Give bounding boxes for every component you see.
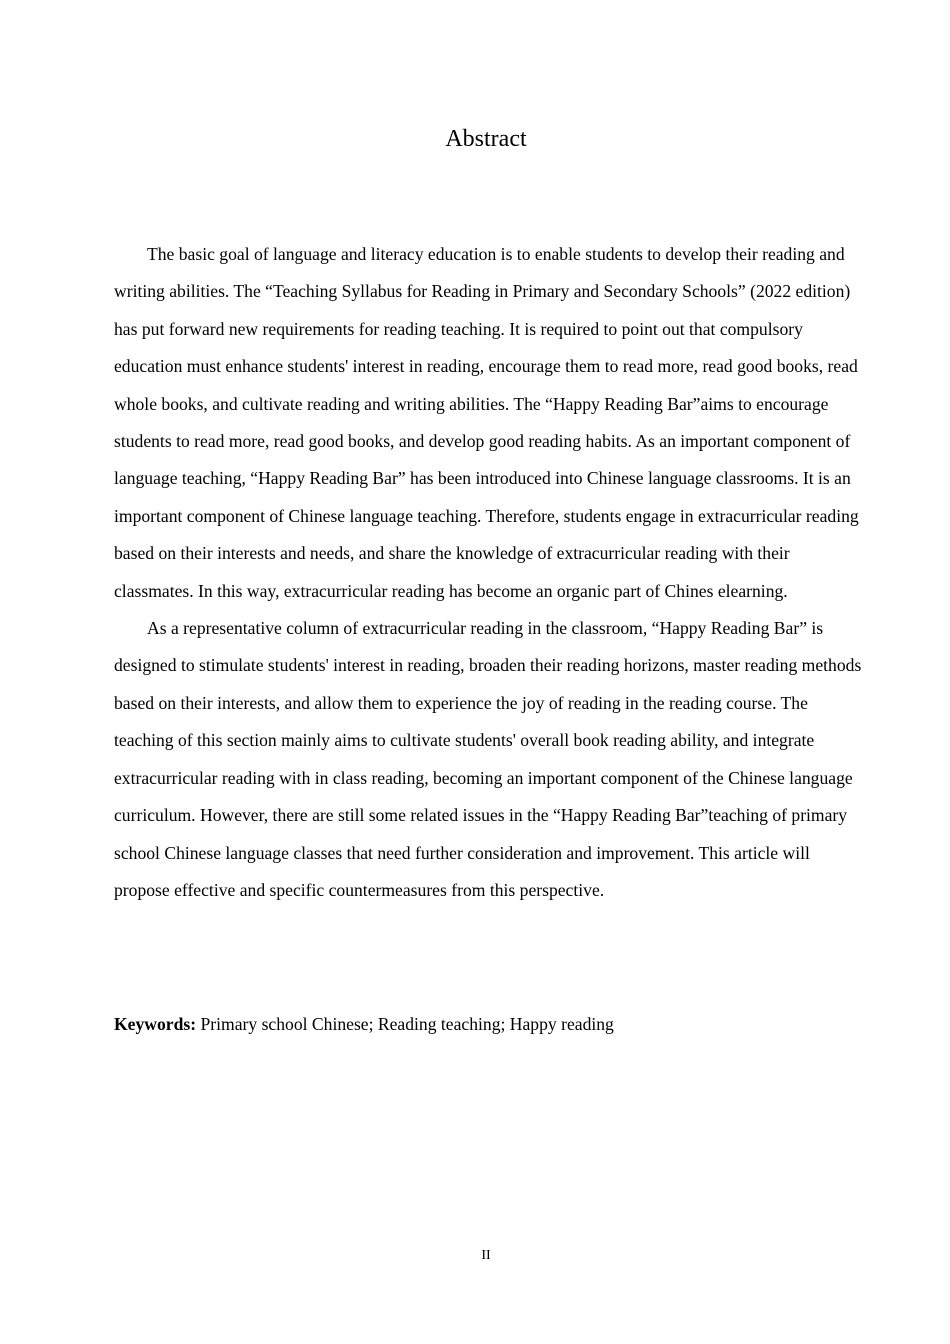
keywords-text: Primary school Chinese; Reading teaching; Happy reading [200,1014,614,1034]
keywords-label: Keywords: [114,1014,197,1034]
abstract-paragraph: As a representative column of extracurricular reading in the classroom, “Happy Reading Bar” is designed to stimulate students' interest in reading, broaden their reading horizons, master reading methods based on their interests, and allow them to experience the joy of reading in the reading course. The teaching of this section mainly aims to cultivate students' overall book reading ability, and integrate extracurricular reading with in class reading, becoming an important component of the Chinese language curriculum. However, there are still some related issues in the “Happy Reading Bar”teaching of primary school Chinese language classes that need further consideration and improvement. This article will propose effective and specific countermeasures from this perspective. [114,618,862,900]
page-number: II [481,1248,491,1263]
abstract-body [114,236,862,909]
page-title: Abstract [445,126,527,152]
keywords-line [114,1006,862,1043]
abstract-paragraph: The basic goal of language and literacy education is to enable students to develop their reading and writing abilities. The “Teaching Syllabus for Reading in Primary and Secondary Schools” (2022 edition) has put forward new requirements for reading teaching. It is required to point out that compulsory education must enhance students' interest in reading, encourage them to read more, read good books, read whole books, and cultivate reading and writing abilities. The “Happy Reading Bar”aims to encourage students to read more, read good books, and develop good reading habits. As an important component of language teaching, “Happy Reading Bar” has been introduced into Chinese language classrooms. It is an important component of Chinese language teaching. Therefore, students engage in extracurricular reading based on their interests and needs, and share the knowledge of extracurricular reading with their classmates. In this way, extracurricular reading has become an organic part of Chines elearning. [114,244,859,601]
